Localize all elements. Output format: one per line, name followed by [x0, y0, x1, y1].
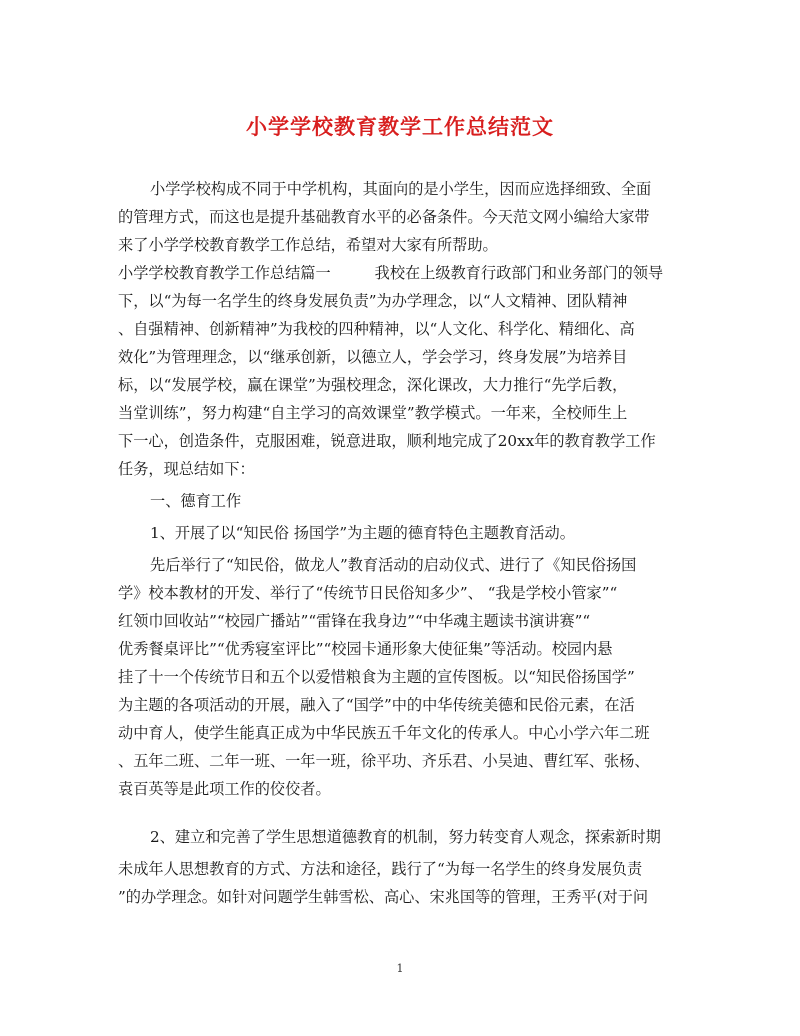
paragraph-line: 当堂训练”，努力构建“自主学习的高效课堂”教学模式。一年来，全校师生上	[118, 404, 628, 422]
paragraph-line: 为主题的各项活动的开展，融入了“国学”中的中华传统美德和民俗元素，在活	[118, 696, 635, 714]
page-number: 1	[396, 962, 404, 975]
paragraph-line: 、自强精神、创新精神”为我校的四种精神，以“人文化、科学化、精细化、高	[118, 320, 635, 338]
paragraph-line: 学》校本教材的开发、举行了“传统节日民俗知多少”、 “我是学校小管家”“	[118, 584, 618, 602]
paragraph-line: 袁百英等是此项工作的佼佼者。	[118, 780, 331, 798]
paragraph-line: 、五年二班、二年一班、一年一班，徐平功、齐乐君、小吴迪、曹红军、张杨、	[118, 752, 650, 770]
document-title: 小学学校教育教学工作总结范文	[246, 115, 554, 139]
paragraph-line: 小学学校构成不同于中学机构，其面向的是小学生，因而应选择细致、全面	[150, 180, 652, 198]
paragraph-line: 任务，现总结如下：	[118, 460, 255, 478]
section-line	[118, 259, 688, 287]
paragraph-line: 下，以“为每一名学生的终身发展负责”为办学理念，以“人文精神、团队精神	[118, 292, 628, 310]
paragraph-line: 未成年人思想教育的方式、方法和途径，践行了“为每一名学生的终身发展负责	[118, 860, 643, 878]
paragraph-line: 2、建立和完善了学生思想道德教育的机制，努力转变育人观念，探索新时期	[150, 828, 661, 846]
paragraph-line: 的管理方式，而这也是提升基础教育水平的必备条件。今天范文网小编给大家带	[118, 208, 650, 226]
paragraph-line: 标，以“发展学校，赢在课堂”为强校理念，深化课改，大力推行“先学后教，	[118, 376, 628, 394]
paragraph-line: 挂了十一个传统节日和五个以爱惜粮食为主题的宣传图板。以“知民俗扬国学”	[118, 668, 635, 686]
paragraph-line: 优秀餐桌评比”“优秀寝室评比”“校园卡通形象大使征集”等活动。校园内悬	[118, 640, 613, 658]
subsection-heading: 一、德育工作	[150, 492, 242, 510]
paragraph-line: 动中育人，使学生能真正成为中华民族五千年文化的传承人。中心小学六年二班	[118, 724, 650, 742]
section-heading: 小学学校教育教学工作总结篇一	[118, 264, 331, 282]
paragraph-line: 来了小学学校教育教学工作总结，希望对大家有所帮助。	[118, 236, 498, 254]
paragraph-line: 效化”为管理理念，以“继承创新，以德立人，学会学习，终身发展”为培养目	[118, 348, 628, 366]
paragraph-line: 1、开展了以“知民俗 扬国学”为主题的德育特色主题教育活动。	[150, 524, 575, 542]
paragraph-line: 红领巾回收站”“校园广播站”“雷锋在我身边”“中华魂主题读书演讲赛”“	[118, 612, 591, 630]
paragraph-line: 下一心，创造条件，克服困难，锐意进取，顺利地完成了20xx年的教育教学工作	[118, 432, 656, 450]
paragraph-text: 我校在上级教育行政部门和业务部门的领导	[374, 264, 664, 282]
paragraph-line: ”的办学理念。如针对问题学生韩雪松、高心、宋兆国等的管理，王秀平(对于问	[118, 888, 649, 906]
paragraph-line: 先后举行了“知民俗，做龙人”教育活动的启动仪式、进行了《知民俗扬国	[150, 556, 637, 574]
